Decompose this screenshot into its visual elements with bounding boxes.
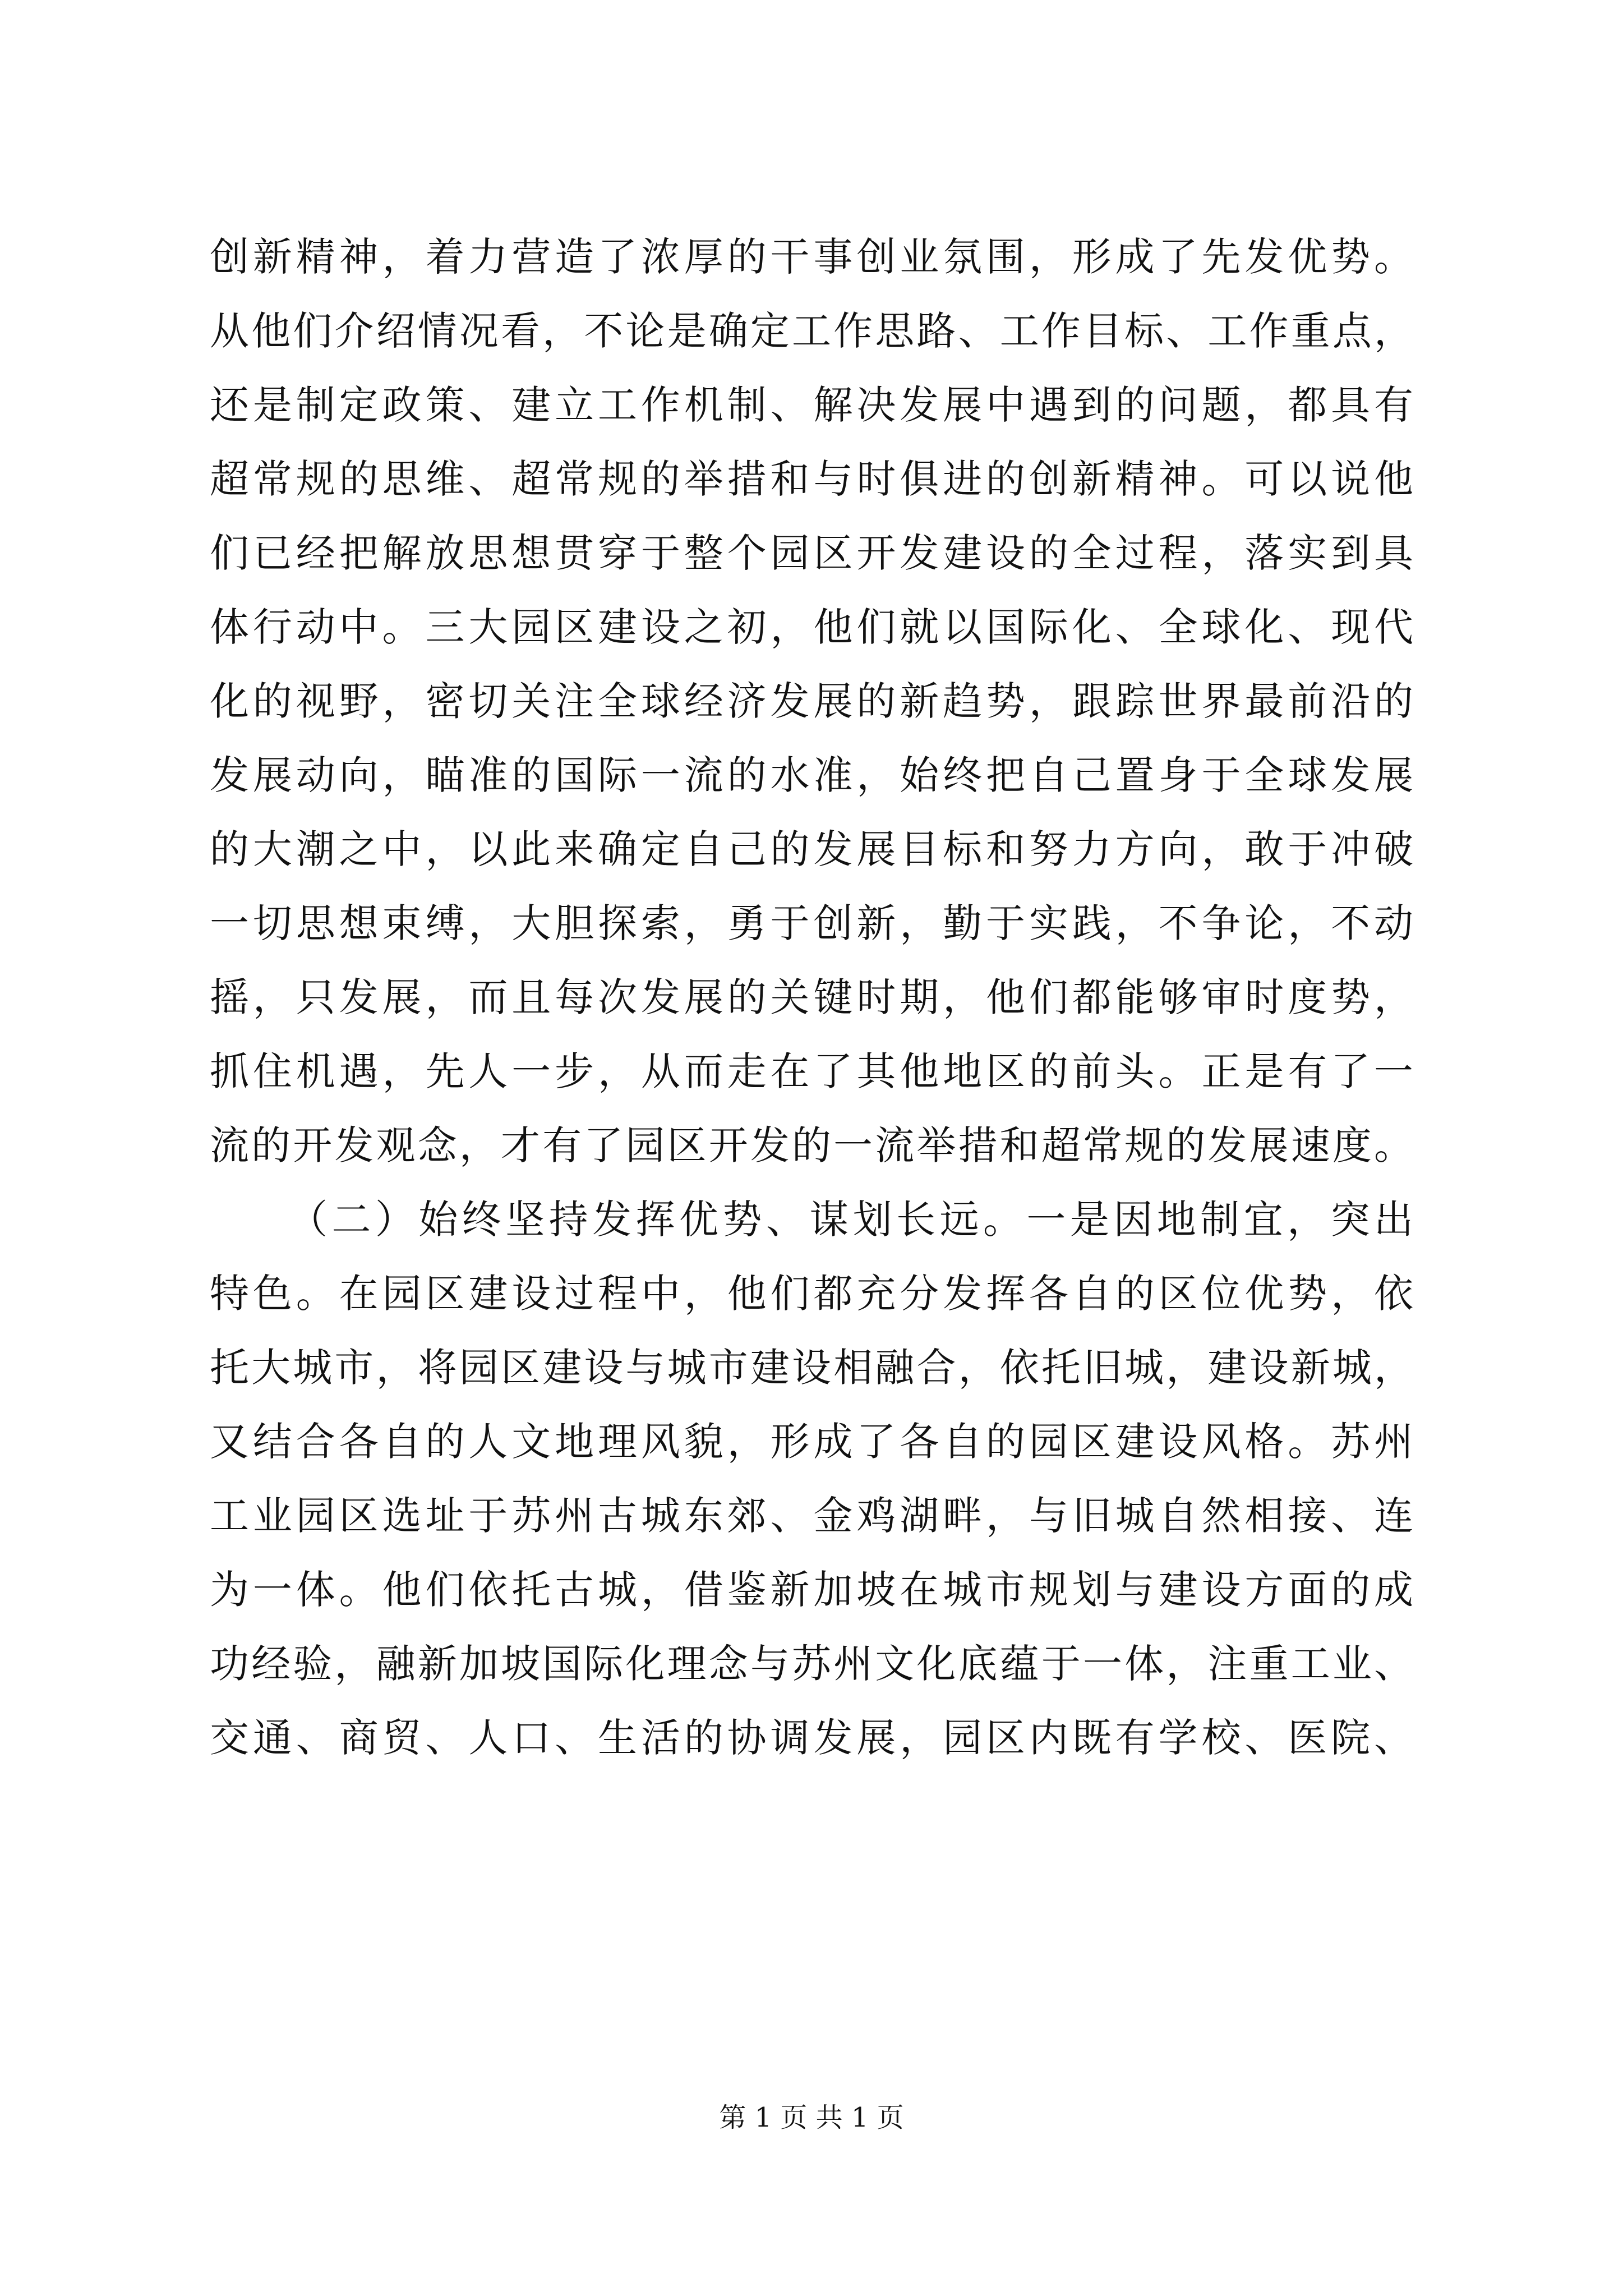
document-body xyxy=(210,220,1413,1775)
text-line: 托大城市，将园区建设与城市建设相融合，依托旧城，建设新城， xyxy=(210,1345,1413,1391)
text-line: 们已经把解放思想贯穿于整个园区开发建设的全过程，落实到具 xyxy=(210,530,1413,576)
paragraph-heading-line: （二）始终坚持发挥优势、谋划长远。一是因地制宜，突出 xyxy=(288,1197,1413,1243)
text-line: 发展动向，瞄准的国际一流的水准，始终把自己置身于全球发展 xyxy=(210,752,1413,798)
text-line: 功经验，融新加坡国际化理念与苏州文化底蕴于一体，注重工业、 xyxy=(210,1641,1413,1687)
text-line: 流的开发观念，才有了园区开发的一流举措和超常规的发展速度。 xyxy=(210,1122,1413,1168)
text-line: 又结合各自的人文地理风貌，形成了各自的园区建设风格。苏州 xyxy=(210,1419,1413,1465)
text-line: 交通、商贸、人口、生活的协调发展，园区内既有学校、医院、 xyxy=(210,1715,1413,1761)
text-line: 抓住机遇，先人一步，从而走在了其他地区的前头。正是有了一 xyxy=(210,1048,1413,1094)
page-footer: 第 1 页 共 1 页 xyxy=(719,2102,904,2133)
text-line: 从他们介绍情况看，不论是确定工作思路、工作目标、工作重点， xyxy=(210,308,1413,354)
text-line: 一切思想束缚，大胆探索，勇于创新，勤于实践，不争论，不动 xyxy=(210,900,1413,946)
text-line: 特色。在园区建设过程中，他们都充分发挥各自的区位优势，依 xyxy=(210,1271,1413,1317)
text-line: 化的视野，密切关注全球经济发展的新趋势，跟踪世界最前沿的 xyxy=(210,678,1413,724)
text-line: 摇，只发展，而且每次发展的关键时期，他们都能够审时度势， xyxy=(210,974,1413,1020)
text-line: 超常规的思维、超常规的举措和与时俱进的创新精神。可以说他 xyxy=(210,456,1413,502)
text-line: 创新精神，着力营造了浓厚的干事创业氛围，形成了先发优势。 xyxy=(210,234,1413,280)
text-line: 为一体。他们依托古城，借鉴新加坡在城市规划与建设方面的成 xyxy=(210,1567,1413,1613)
text-line: 的大潮之中，以此来确定自己的发展目标和努力方向，敢于冲破 xyxy=(210,826,1413,872)
text-line: 还是制定政策、建立工作机制、解决发展中遇到的问题，都具有 xyxy=(210,382,1413,428)
text-line: 体行动中。三大园区建设之初，他们就以国际化、全球化、现代 xyxy=(210,604,1413,650)
text-line: 工业园区选址于苏州古城东郊、金鸡湖畔，与旧城自然相接、连 xyxy=(210,1493,1413,1539)
